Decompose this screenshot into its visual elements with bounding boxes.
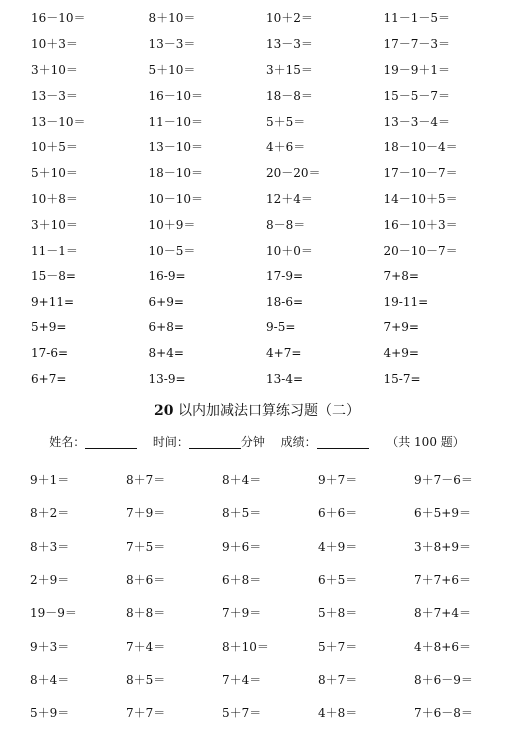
top-problem: 10＋0＝	[266, 243, 313, 258]
bottom-problem: 8＋8＝	[126, 606, 166, 621]
bottom-problem: 8＋2＝	[30, 506, 70, 521]
bottom-problem: 8＋6＝	[126, 573, 166, 588]
top-problem: 18－8＝	[266, 88, 313, 103]
top-problem: 16－10＝	[148, 88, 204, 103]
bottom-row	[30, 596, 510, 629]
minute-label: 分钟	[240, 435, 265, 449]
top-problem: 18-6=	[266, 294, 304, 309]
top-problem: 11－10＝	[148, 114, 204, 129]
bottom-problem: 5＋7＝	[222, 706, 262, 721]
top-row	[31, 82, 501, 108]
bottom-problem: 8＋6－9＝	[414, 672, 473, 687]
top-row	[31, 340, 501, 366]
top-problem: 17－10－7＝	[383, 166, 458, 181]
bottom-problem: 4＋8＝	[318, 706, 358, 721]
top-problem: 20－20＝	[266, 166, 321, 181]
exercise-grid-top	[31, 5, 501, 392]
bottom-problem: 7＋6－8＝	[414, 706, 473, 721]
bottom-problem: 8＋4＝	[30, 672, 70, 687]
bottom-problem: 7＋4＝	[222, 672, 262, 687]
bottom-problem: 8＋7＝	[126, 473, 166, 488]
top-problem: 17-6=	[31, 346, 69, 361]
top-problem: 10＋9＝	[148, 217, 196, 232]
bottom-row	[30, 629, 510, 662]
top-problem: 8+4=	[148, 346, 184, 361]
top-problem: 10－5＝	[148, 243, 196, 258]
top-problem: 5＋5＝	[266, 114, 306, 129]
top-problem: 10－10＝	[148, 191, 204, 206]
top-problem: 3＋10＝	[31, 62, 78, 77]
top-problem: 8＋10＝	[148, 11, 196, 26]
top-problem: 16－10＋3＝	[383, 217, 458, 232]
bottom-row	[30, 530, 510, 563]
top-problem: 10＋8＝	[31, 191, 78, 206]
top-row	[31, 263, 501, 289]
title-text: 以内加减法口算练习题（二）	[173, 403, 360, 419]
bottom-problem: 9＋6＝	[222, 539, 262, 554]
top-problem: 13－10＝	[148, 140, 204, 155]
top-problem: 6+8=	[148, 320, 184, 335]
top-problem: 17－7－3＝	[383, 37, 451, 52]
bottom-problem: 4＋9＝	[318, 539, 358, 554]
worksheet-title	[0, 400, 514, 420]
bottom-row	[30, 496, 510, 529]
bottom-problem: 8＋5＝	[126, 672, 166, 687]
bottom-problem: 4＋8+6＝	[414, 639, 471, 654]
bottom-problem: 9＋3＝	[30, 639, 70, 654]
top-problem: 7+9=	[383, 320, 419, 335]
bottom-problem: 9＋1＝	[30, 473, 70, 488]
time-blank[interactable]	[189, 436, 241, 449]
student-info-line	[0, 433, 514, 450]
top-problem: 3＋15＝	[266, 62, 313, 77]
top-problem: 15－5－7＝	[383, 88, 451, 103]
top-problem: 5+9=	[31, 320, 67, 335]
top-problem: 11－1－5＝	[383, 11, 451, 26]
bottom-problem: 8＋3＝	[30, 539, 70, 554]
bottom-row	[30, 563, 510, 596]
top-row	[31, 134, 501, 160]
top-problem: 17-9=	[266, 268, 304, 283]
top-problem: 4＋6＝	[266, 140, 306, 155]
top-problem: 13-4=	[266, 372, 304, 387]
bottom-problem: 7＋7+6＝	[414, 573, 471, 588]
top-problem: 13－3－4＝	[383, 114, 451, 129]
top-row	[31, 5, 501, 31]
bottom-problem: 5＋8＝	[318, 606, 358, 621]
score-blank[interactable]	[317, 436, 369, 449]
bottom-problem: 6＋8＝	[222, 573, 262, 588]
top-problem: 5＋10＝	[148, 62, 196, 77]
title-number: 20	[154, 403, 174, 419]
score-label: 成绩：	[280, 435, 317, 449]
bottom-problem: 5＋7＝	[318, 639, 358, 654]
top-problem: 12＋4＝	[266, 191, 313, 206]
top-row	[31, 366, 501, 392]
top-problem: 15－8=	[31, 269, 76, 284]
bottom-problem: 5＋9＝	[30, 706, 70, 721]
bottom-problem: 7＋9＝	[126, 506, 166, 521]
bottom-problem: 9＋7－6＝	[414, 473, 473, 488]
top-problem: 14－10＋5＝	[383, 191, 458, 206]
bottom-problem: 19－9＝	[30, 606, 77, 621]
bottom-problem: 8＋4＝	[222, 473, 262, 488]
bottom-problem: 6＋5+9＝	[414, 506, 471, 521]
top-problem: 13－3＝	[31, 88, 78, 103]
top-problem: 4+7=	[266, 346, 302, 361]
top-row	[31, 108, 501, 134]
top-problem: 19－9＋1＝	[383, 62, 451, 77]
top-problem: 10＋5＝	[31, 140, 78, 155]
top-problem: 13－3＝	[266, 37, 313, 52]
total-count: （共 100 题）	[386, 435, 465, 449]
bottom-problem: 8＋10＝	[222, 639, 269, 654]
top-problem: 3＋10＝	[31, 217, 78, 232]
time-label: 时间：	[152, 435, 189, 449]
top-problem: 18－10－4＝	[383, 140, 458, 155]
bottom-problem: 6＋5＝	[318, 573, 358, 588]
top-row	[31, 211, 501, 237]
top-problem: 16－10＝	[31, 11, 86, 26]
top-problem: 9-5=	[266, 320, 296, 335]
top-row	[31, 57, 501, 83]
top-problem: 4+9=	[383, 346, 419, 361]
bottom-row	[30, 463, 510, 496]
top-problem: 13-9=	[148, 372, 186, 387]
top-problem: 18－10＝	[148, 166, 204, 181]
top-problem: 13－10＝	[31, 114, 86, 129]
top-problem: 13－3＝	[148, 37, 196, 52]
top-row	[31, 289, 501, 315]
bottom-problem: 8＋5＝	[222, 506, 262, 521]
bottom-problem: 7＋5＝	[126, 539, 166, 554]
bottom-problem: 3＋8+9＝	[414, 539, 471, 554]
bottom-row	[30, 663, 510, 696]
name-label: 姓名：	[49, 435, 86, 449]
bottom-problem: 8＋7＝	[318, 672, 358, 687]
top-row	[31, 31, 501, 57]
top-problem: 8－8＝	[266, 217, 306, 232]
bottom-problem: 9＋7＝	[318, 473, 358, 488]
top-problem: 16-9=	[148, 268, 186, 283]
top-row	[31, 315, 501, 341]
bottom-problem: 7＋4＝	[126, 639, 166, 654]
bottom-problem: 2＋9＝	[30, 573, 70, 588]
bottom-problem: 6＋6＝	[318, 506, 358, 521]
top-problem: 6+7=	[31, 372, 67, 387]
top-problem: 20－10－7＝	[383, 243, 458, 258]
top-problem: 10＋3＝	[31, 37, 78, 52]
bottom-problem: 7＋7＝	[126, 706, 166, 721]
bottom-problem: 8＋7+4＝	[414, 606, 471, 621]
top-problem: 7+8=	[383, 268, 419, 283]
bottom-problem: 7＋9＝	[222, 606, 262, 621]
top-problem: 15-7=	[383, 372, 421, 387]
top-problem: 9+11=	[31, 294, 75, 309]
top-problem: 11－1＝	[31, 243, 78, 258]
top-row	[31, 237, 501, 263]
top-problem: 6+9=	[148, 294, 184, 309]
top-problem: 10＋2＝	[266, 11, 313, 26]
top-problem: 19-11=	[383, 294, 429, 309]
name-blank[interactable]	[85, 436, 137, 449]
exercise-grid-bottom	[30, 463, 510, 729]
top-problem: 5＋10＝	[31, 166, 78, 181]
top-row	[31, 186, 501, 212]
top-row	[31, 160, 501, 186]
bottom-row	[30, 696, 510, 729]
